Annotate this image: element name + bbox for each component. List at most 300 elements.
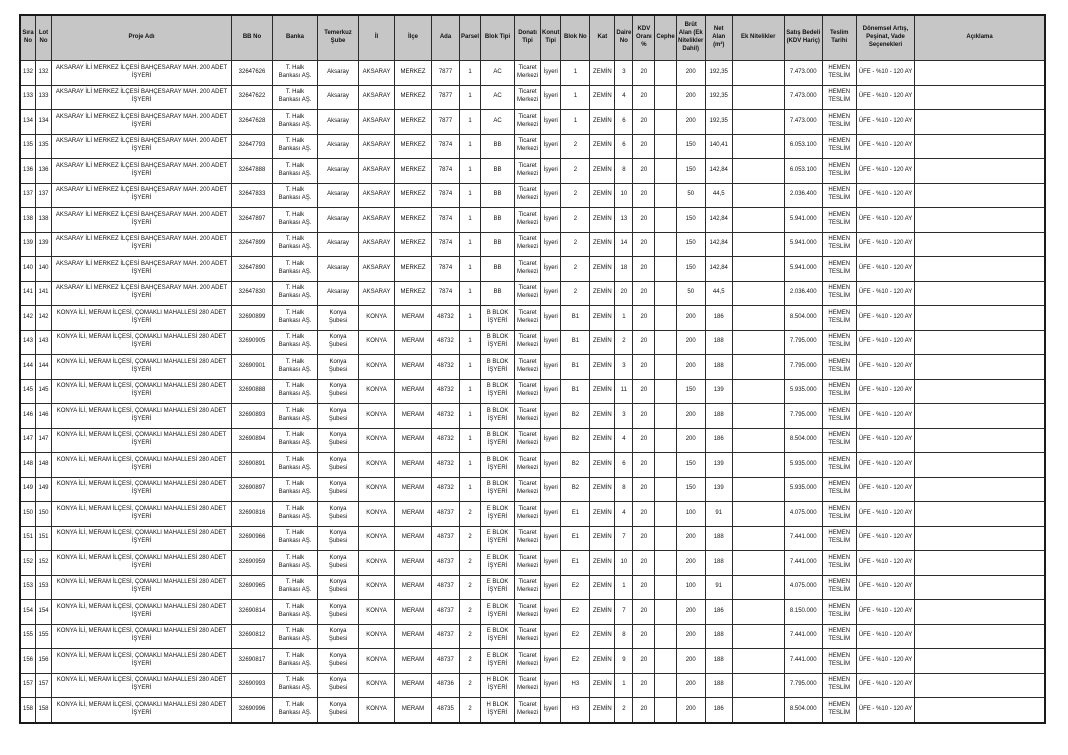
- cell-kat: ZEMİN: [590, 159, 615, 184]
- cell-donemsel: ÜFE - %10 - 120 AY: [856, 673, 915, 698]
- cell-donati: Ticaret Merkezi: [515, 624, 541, 649]
- cell-donemsel: ÜFE - %10 - 120 AY: [856, 61, 915, 86]
- column-header-lot: Lot No: [36, 15, 52, 61]
- cell-donati: Ticaret Merkezi: [515, 134, 541, 159]
- cell-bloktipi: BB: [481, 257, 515, 282]
- cell-lot: 156: [36, 649, 52, 674]
- cell-aciklama: [915, 61, 1045, 86]
- cell-eknitelik: [732, 575, 784, 600]
- table-row: [20, 159, 1045, 184]
- cell-donemsel: ÜFE - %10 - 120 AY: [856, 355, 915, 380]
- cell-kdv: 20: [633, 502, 655, 527]
- cell-il: KONYA: [359, 428, 395, 453]
- cell-lot: 135: [36, 134, 52, 159]
- cell-ilce: MERKEZ: [395, 134, 432, 159]
- cell-sira: 133: [20, 85, 36, 110]
- cell-bbno: 32690814: [232, 600, 273, 625]
- cell-lot: 143: [36, 330, 52, 355]
- cell-aciklama: [915, 600, 1045, 625]
- cell-net: 188: [705, 330, 732, 355]
- cell-donati: Ticaret Merkezi: [515, 208, 541, 233]
- cell-banka: T. Halk Bankası AŞ.: [273, 404, 318, 429]
- cell-bbno: 32690817: [232, 649, 273, 674]
- cell-donemsel: ÜFE - %10 - 120 AY: [856, 698, 915, 723]
- cell-ilce: MERKEZ: [395, 110, 432, 135]
- table-row: [20, 61, 1045, 86]
- cell-lot: 150: [36, 502, 52, 527]
- column-header-proje: Proje Adı: [52, 15, 232, 61]
- cell-ada: 48732: [432, 379, 460, 404]
- cell-sube: Aksaray: [318, 183, 359, 208]
- cell-aciklama: [915, 159, 1045, 184]
- cell-donati: Ticaret Merkezi: [515, 183, 541, 208]
- cell-eknitelik: [732, 330, 784, 355]
- cell-proje: AKSARAY İLİ MERKEZ İLÇESİ BAHÇESARAY MAH. 200 ADET İŞYERİ: [52, 281, 232, 306]
- cell-lot: 157: [36, 673, 52, 698]
- cell-parsel: 1: [460, 330, 481, 355]
- cell-bloktipi: BB: [481, 208, 515, 233]
- cell-kat: ZEMİN: [590, 698, 615, 723]
- column-header-teslim: Teslim Tarihi: [822, 15, 856, 61]
- cell-ada: 48735: [432, 698, 460, 723]
- cell-bbno: 32647622: [232, 85, 273, 110]
- cell-eknitelik: [732, 600, 784, 625]
- cell-bloktipi: E BLOK İŞYERİ: [481, 575, 515, 600]
- cell-lot: 138: [36, 208, 52, 233]
- cell-kat: ZEMİN: [590, 257, 615, 282]
- cell-il: KONYA: [359, 551, 395, 576]
- cell-bloktipi: H BLOK İŞYERİ: [481, 698, 515, 723]
- cell-aciklama: [915, 624, 1045, 649]
- cell-lot: 144: [36, 355, 52, 380]
- cell-bloktipi: E BLOK İŞYERİ: [481, 600, 515, 625]
- cell-konut: İşyeri: [541, 61, 561, 86]
- cell-net: 139: [705, 477, 732, 502]
- cell-brut: 200: [676, 428, 705, 453]
- cell-donati: Ticaret Merkezi: [515, 453, 541, 478]
- cell-daire: 18: [615, 257, 633, 282]
- cell-parsel: 1: [460, 428, 481, 453]
- cell-ilce: MERKEZ: [395, 257, 432, 282]
- cell-eknitelik: [732, 379, 784, 404]
- cell-teslim: HEMEN TESLİM: [822, 257, 856, 282]
- cell-brut: 200: [676, 526, 705, 551]
- column-header-daire: Daire No: [615, 15, 633, 61]
- cell-satis: 7.441.000: [784, 551, 822, 576]
- cell-daire: 7: [615, 526, 633, 551]
- cell-blokno: B1: [561, 330, 590, 355]
- cell-teslim: HEMEN TESLİM: [822, 649, 856, 674]
- cell-sube: Aksaray: [318, 208, 359, 233]
- cell-ada: 7874: [432, 232, 460, 257]
- cell-cephe: [655, 624, 676, 649]
- cell-il: KONYA: [359, 453, 395, 478]
- cell-il: KONYA: [359, 379, 395, 404]
- cell-il: KONYA: [359, 404, 395, 429]
- cell-lot: 134: [36, 110, 52, 135]
- cell-cephe: [655, 306, 676, 331]
- cell-bbno: 32690899: [232, 306, 273, 331]
- cell-eknitelik: [732, 453, 784, 478]
- cell-daire: 3: [615, 355, 633, 380]
- cell-bbno: 32647890: [232, 257, 273, 282]
- cell-donati: Ticaret Merkezi: [515, 502, 541, 527]
- cell-sube: Aksaray: [318, 232, 359, 257]
- cell-banka: T. Halk Bankası AŞ.: [273, 526, 318, 551]
- cell-parsel: 1: [460, 379, 481, 404]
- column-header-kat: Kat: [590, 15, 615, 61]
- cell-eknitelik: [732, 159, 784, 184]
- cell-aciklama: [915, 330, 1045, 355]
- cell-net: 188: [705, 404, 732, 429]
- cell-blokno: 2: [561, 232, 590, 257]
- cell-konut: İşyeri: [541, 208, 561, 233]
- cell-il: KONYA: [359, 477, 395, 502]
- cell-aciklama: [915, 85, 1045, 110]
- cell-kdv: 20: [633, 306, 655, 331]
- cell-bbno: 32690905: [232, 330, 273, 355]
- cell-ilce: MERAM: [395, 698, 432, 723]
- cell-proje: KONYA İLİ, MERAM İLÇESİ, ÇOMAKLI MAHALLESİ 280 ADET İŞYERİ: [52, 306, 232, 331]
- cell-aciklama: [915, 134, 1045, 159]
- cell-banka: T. Halk Bankası AŞ.: [273, 110, 318, 135]
- cell-sube: Aksaray: [318, 134, 359, 159]
- cell-sira: 155: [20, 624, 36, 649]
- cell-aciklama: [915, 649, 1045, 674]
- table-row: [20, 232, 1045, 257]
- cell-bloktipi: B BLOK İŞYERİ: [481, 330, 515, 355]
- cell-ilce: MERAM: [395, 673, 432, 698]
- cell-donemsel: ÜFE - %10 - 120 AY: [856, 281, 915, 306]
- cell-aciklama: [915, 551, 1045, 576]
- table-row: [20, 428, 1045, 453]
- cell-sira: 156: [20, 649, 36, 674]
- cell-cephe: [655, 159, 676, 184]
- cell-konut: İşyeri: [541, 306, 561, 331]
- cell-ada: 7874: [432, 281, 460, 306]
- cell-parsel: 2: [460, 624, 481, 649]
- cell-eknitelik: [732, 355, 784, 380]
- cell-donemsel: ÜFE - %10 - 120 AY: [856, 330, 915, 355]
- column-header-banka: Banka: [273, 15, 318, 61]
- cell-donemsel: ÜFE - %10 - 120 AY: [856, 257, 915, 282]
- cell-kdv: 20: [633, 355, 655, 380]
- cell-ilce: MERKEZ: [395, 85, 432, 110]
- cell-bbno: 32690996: [232, 698, 273, 723]
- cell-blokno: E2: [561, 649, 590, 674]
- cell-brut: 100: [676, 502, 705, 527]
- cell-brut: 200: [676, 551, 705, 576]
- cell-sira: 141: [20, 281, 36, 306]
- cell-teslim: HEMEN TESLİM: [822, 404, 856, 429]
- cell-banka: T. Halk Bankası AŞ.: [273, 453, 318, 478]
- cell-blokno: 1: [561, 85, 590, 110]
- cell-il: AKSARAY: [359, 85, 395, 110]
- cell-donemsel: ÜFE - %10 - 120 AY: [856, 428, 915, 453]
- cell-kat: ZEMİN: [590, 477, 615, 502]
- cell-aciklama: [915, 306, 1045, 331]
- cell-blokno: 2: [561, 257, 590, 282]
- table-row: [20, 85, 1045, 110]
- cell-teslim: HEMEN TESLİM: [822, 379, 856, 404]
- cell-parsel: 1: [460, 208, 481, 233]
- cell-parsel: 2: [460, 698, 481, 723]
- cell-banka: T. Halk Bankası AŞ.: [273, 649, 318, 674]
- cell-blokno: 2: [561, 183, 590, 208]
- cell-bbno: 32690966: [232, 526, 273, 551]
- cell-ada: 7877: [432, 85, 460, 110]
- cell-donemsel: ÜFE - %10 - 120 AY: [856, 502, 915, 527]
- cell-aciklama: [915, 379, 1045, 404]
- cell-lot: 153: [36, 575, 52, 600]
- cell-sira: 134: [20, 110, 36, 135]
- cell-bbno: 32647626: [232, 61, 273, 86]
- cell-sira: 132: [20, 61, 36, 86]
- cell-donati: Ticaret Merkezi: [515, 698, 541, 723]
- cell-lot: 145: [36, 379, 52, 404]
- cell-bbno: 32647833: [232, 183, 273, 208]
- cell-cephe: [655, 698, 676, 723]
- cell-teslim: HEMEN TESLİM: [822, 110, 856, 135]
- cell-sube: Konya Şubesi: [318, 673, 359, 698]
- cell-donemsel: ÜFE - %10 - 120 AY: [856, 306, 915, 331]
- cell-bbno: 32690816: [232, 502, 273, 527]
- cell-sira: 149: [20, 477, 36, 502]
- cell-donati: Ticaret Merkezi: [515, 61, 541, 86]
- cell-aciklama: [915, 428, 1045, 453]
- cell-kat: ZEMİN: [590, 551, 615, 576]
- cell-brut: 150: [676, 453, 705, 478]
- cell-sube: Aksaray: [318, 110, 359, 135]
- cell-satis: 7.473.000: [784, 85, 822, 110]
- cell-konut: İşyeri: [541, 502, 561, 527]
- cell-proje: AKSARAY İLİ MERKEZ İLÇESİ BAHÇESARAY MAH. 200 ADET İŞYERİ: [52, 232, 232, 257]
- cell-bbno: 32690894: [232, 428, 273, 453]
- table-row: [20, 502, 1045, 527]
- cell-banka: T. Halk Bankası AŞ.: [273, 575, 318, 600]
- cell-cephe: [655, 208, 676, 233]
- cell-satis: 4.075.000: [784, 575, 822, 600]
- cell-bloktipi: BB: [481, 232, 515, 257]
- cell-blokno: B2: [561, 453, 590, 478]
- cell-teslim: HEMEN TESLİM: [822, 698, 856, 723]
- cell-cephe: [655, 673, 676, 698]
- table-row: [20, 698, 1045, 723]
- cell-brut: 200: [676, 624, 705, 649]
- cell-il: KONYA: [359, 673, 395, 698]
- cell-sube: Konya Şubesi: [318, 453, 359, 478]
- cell-lot: 151: [36, 526, 52, 551]
- table-row: [20, 404, 1045, 429]
- header-row: [20, 15, 1045, 61]
- cell-aciklama: [915, 477, 1045, 502]
- cell-kdv: 20: [633, 110, 655, 135]
- table-row: [20, 649, 1045, 674]
- cell-banka: T. Halk Bankası AŞ.: [273, 551, 318, 576]
- cell-konut: İşyeri: [541, 600, 561, 625]
- cell-konut: İşyeri: [541, 159, 561, 184]
- cell-proje: KONYA İLİ, MERAM İLÇESİ, ÇOMAKLI MAHALLESİ 280 ADET İŞYERİ: [52, 698, 232, 723]
- cell-kdv: 20: [633, 477, 655, 502]
- cell-bloktipi: E BLOK İŞYERİ: [481, 526, 515, 551]
- cell-bbno: 32647628: [232, 110, 273, 135]
- cell-net: 188: [705, 673, 732, 698]
- cell-kdv: 20: [633, 379, 655, 404]
- cell-donemsel: ÜFE - %10 - 120 AY: [856, 134, 915, 159]
- cell-ilce: MERAM: [395, 477, 432, 502]
- cell-donati: Ticaret Merkezi: [515, 526, 541, 551]
- cell-aciklama: [915, 355, 1045, 380]
- table-row: [20, 379, 1045, 404]
- cell-aciklama: [915, 232, 1045, 257]
- table-row: [20, 526, 1045, 551]
- cell-banka: T. Halk Bankası AŞ.: [273, 306, 318, 331]
- cell-sube: Konya Şubesi: [318, 649, 359, 674]
- cell-eknitelik: [732, 698, 784, 723]
- cell-parsel: 2: [460, 649, 481, 674]
- cell-net: 188: [705, 551, 732, 576]
- cell-satis: 7.441.000: [784, 526, 822, 551]
- cell-bbno: 32690993: [232, 673, 273, 698]
- cell-daire: 6: [615, 110, 633, 135]
- cell-brut: 150: [676, 477, 705, 502]
- cell-teslim: HEMEN TESLİM: [822, 85, 856, 110]
- cell-brut: 50: [676, 183, 705, 208]
- cell-kat: ZEMİN: [590, 134, 615, 159]
- cell-eknitelik: [732, 404, 784, 429]
- cell-kat: ZEMİN: [590, 404, 615, 429]
- cell-ada: 48732: [432, 306, 460, 331]
- cell-teslim: HEMEN TESLİM: [822, 453, 856, 478]
- cell-kat: ZEMİN: [590, 85, 615, 110]
- cell-sube: Konya Şubesi: [318, 502, 359, 527]
- cell-bloktipi: AC: [481, 61, 515, 86]
- cell-il: KONYA: [359, 600, 395, 625]
- cell-aciklama: [915, 698, 1045, 723]
- column-header-sube: Temerkuz Şube: [318, 15, 359, 61]
- cell-bbno: 32690897: [232, 477, 273, 502]
- cell-ada: 48737: [432, 624, 460, 649]
- cell-konut: İşyeri: [541, 624, 561, 649]
- cell-cephe: [655, 232, 676, 257]
- cell-parsel: 1: [460, 183, 481, 208]
- cell-il: KONYA: [359, 575, 395, 600]
- cell-net: 188: [705, 355, 732, 380]
- cell-teslim: HEMEN TESLİM: [822, 477, 856, 502]
- cell-eknitelik: [732, 281, 784, 306]
- cell-ilce: MERAM: [395, 404, 432, 429]
- cell-banka: T. Halk Bankası AŞ.: [273, 379, 318, 404]
- cell-il: AKSARAY: [359, 110, 395, 135]
- cell-donemsel: ÜFE - %10 - 120 AY: [856, 551, 915, 576]
- cell-banka: T. Halk Bankası AŞ.: [273, 281, 318, 306]
- table-body: [20, 61, 1045, 723]
- cell-brut: 150: [676, 208, 705, 233]
- cell-sira: 135: [20, 134, 36, 159]
- column-header-kdv: KDV Oranı %: [633, 15, 655, 61]
- cell-satis: 4.075.000: [784, 502, 822, 527]
- cell-cephe: [655, 526, 676, 551]
- cell-konut: İşyeri: [541, 85, 561, 110]
- cell-cephe: [655, 428, 676, 453]
- cell-daire: 10: [615, 551, 633, 576]
- cell-konut: İşyeri: [541, 698, 561, 723]
- cell-cephe: [655, 575, 676, 600]
- cell-satis: 6.053.100: [784, 159, 822, 184]
- cell-net: 91: [705, 575, 732, 600]
- table-row: [20, 281, 1045, 306]
- cell-ilce: MERKEZ: [395, 232, 432, 257]
- cell-kat: ZEMİN: [590, 379, 615, 404]
- cell-konut: İşyeri: [541, 183, 561, 208]
- cell-parsel: 1: [460, 232, 481, 257]
- cell-net: 188: [705, 624, 732, 649]
- cell-donati: Ticaret Merkezi: [515, 306, 541, 331]
- cell-kdv: 20: [633, 183, 655, 208]
- cell-banka: T. Halk Bankası AŞ.: [273, 673, 318, 698]
- cell-blokno: H3: [561, 673, 590, 698]
- cell-sube: Konya Şubesi: [318, 428, 359, 453]
- cell-kat: ZEMİN: [590, 453, 615, 478]
- cell-donati: Ticaret Merkezi: [515, 477, 541, 502]
- cell-il: KONYA: [359, 330, 395, 355]
- cell-parsel: 1: [460, 85, 481, 110]
- cell-net: 192,35: [705, 110, 732, 135]
- cell-daire: 1: [615, 673, 633, 698]
- column-header-satis: Satış Bedeli (KDV Hariç): [784, 15, 822, 61]
- cell-sube: Konya Şubesi: [318, 355, 359, 380]
- cell-kdv: 20: [633, 649, 655, 674]
- cell-konut: İşyeri: [541, 379, 561, 404]
- cell-cephe: [655, 404, 676, 429]
- cell-ada: 7874: [432, 208, 460, 233]
- cell-konut: İşyeri: [541, 477, 561, 502]
- cell-net: 142,84: [705, 257, 732, 282]
- cell-bloktipi: B BLOK İŞYERİ: [481, 355, 515, 380]
- property-listing-table: [19, 14, 1046, 724]
- cell-satis: 5.935.000: [784, 477, 822, 502]
- cell-parsel: 2: [460, 575, 481, 600]
- cell-donemsel: ÜFE - %10 - 120 AY: [856, 232, 915, 257]
- table-row: [20, 183, 1045, 208]
- cell-ilce: MERAM: [395, 575, 432, 600]
- cell-sira: 148: [20, 453, 36, 478]
- cell-brut: 150: [676, 379, 705, 404]
- cell-il: AKSARAY: [359, 61, 395, 86]
- cell-ilce: MERAM: [395, 355, 432, 380]
- cell-brut: 200: [676, 600, 705, 625]
- cell-banka: T. Halk Bankası AŞ.: [273, 330, 318, 355]
- cell-blokno: B1: [561, 306, 590, 331]
- cell-parsel: 1: [460, 355, 481, 380]
- column-header-donati: Donatı Tipi: [515, 15, 541, 61]
- cell-lot: 155: [36, 624, 52, 649]
- cell-ilce: MERAM: [395, 453, 432, 478]
- cell-konut: İşyeri: [541, 575, 561, 600]
- cell-kdv: 20: [633, 453, 655, 478]
- cell-ada: 7874: [432, 159, 460, 184]
- cell-cephe: [655, 453, 676, 478]
- cell-satis: 5.935.000: [784, 453, 822, 478]
- cell-daire: 11: [615, 379, 633, 404]
- column-header-il: İl: [359, 15, 395, 61]
- cell-sira: 144: [20, 355, 36, 380]
- cell-teslim: HEMEN TESLİM: [822, 355, 856, 380]
- cell-proje: AKSARAY İLİ MERKEZ İLÇESİ BAHÇESARAY MAH. 200 ADET İŞYERİ: [52, 85, 232, 110]
- cell-bloktipi: B BLOK İŞYERİ: [481, 477, 515, 502]
- cell-ilce: MERKEZ: [395, 159, 432, 184]
- cell-daire: 8: [615, 624, 633, 649]
